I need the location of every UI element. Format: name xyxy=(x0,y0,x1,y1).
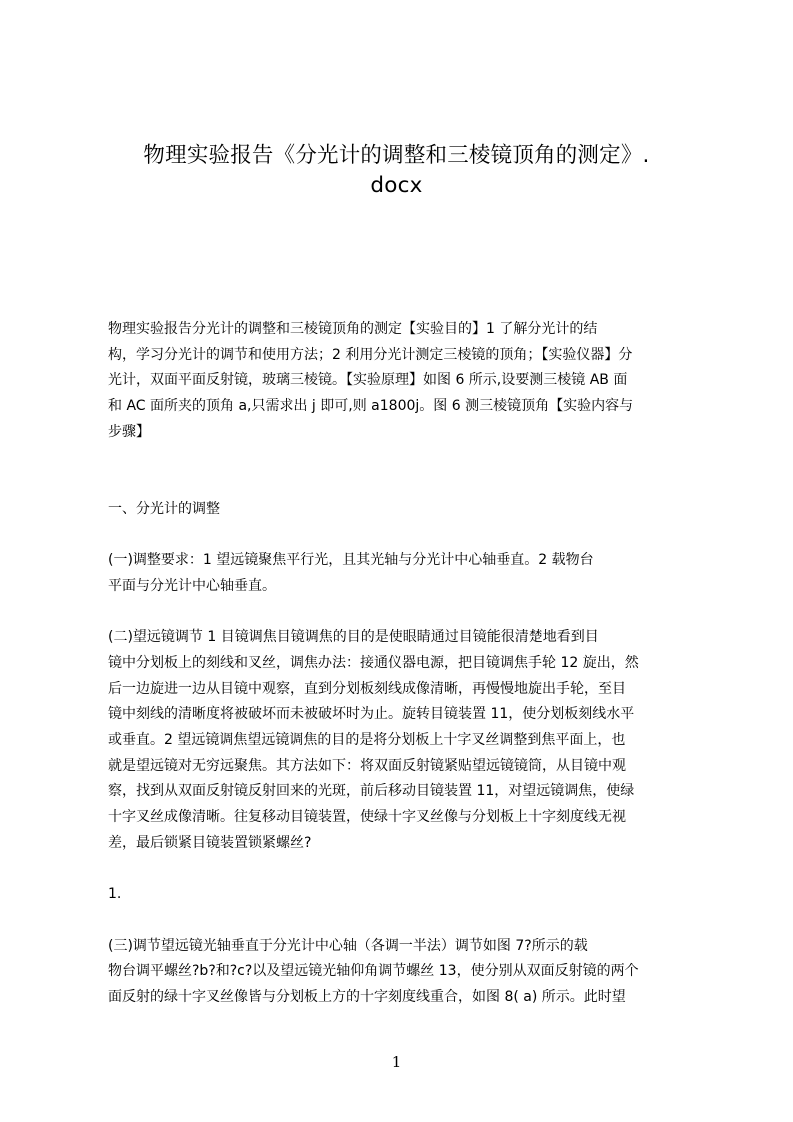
paragraph-spacer xyxy=(108,523,697,549)
paragraph-spacer xyxy=(108,445,697,471)
text-line: (一)调整要求：1 望远镜聚焦平行光，且其光轴与分光计中心轴垂直。2 载物台 xyxy=(108,552,594,569)
section-heading xyxy=(108,497,697,523)
text-line: 物理实验报告分光计的调整和三棱镜顶角的测定【实验目的】1 了解分光计的结 xyxy=(108,321,598,337)
text-line: 构，学习分光计的调节和使用方法；2 利用分光计测定三棱镜的顶角；【实验仪器】分 xyxy=(108,346,633,363)
text-line: 镜中刻线的清晰度将被破坏而未被破坏时为止。旋转目镜装置 11，使分划板刻线水平 xyxy=(108,706,635,723)
document-title xyxy=(60,141,733,201)
text-line: 1. xyxy=(108,886,122,903)
text-line: 物台调平螺丝?b?和?c?以及望远镜光轴仰角调节螺丝 13，使分别从双面反射镜的两个 xyxy=(108,963,639,980)
text-line: 后一边旋进一边从目镜中观察，直到分划板刻线成像清晰，再慢慢地旋出手轮，至目 xyxy=(108,680,626,697)
text-line: 就是望远镜对无穷远聚焦。其方法如下：将双面反射镜紧贴望远镜镜筒，从目镜中观 xyxy=(108,757,626,774)
text-line: 光计，双面平面反射镜，玻璃三棱镜。【实验原理】如图 6 所示,设要测三棱镜 AB 面 xyxy=(108,372,628,389)
page-number: 1 xyxy=(391,1053,402,1071)
document-title-line-2: docx xyxy=(370,173,423,198)
text-line: 差，最后锁紧目镜装置锁紧螺丝? xyxy=(108,834,312,851)
paragraph-requirements xyxy=(108,548,697,599)
text-line: 一、分光计的调整 xyxy=(108,500,220,517)
text-line: 平面与分光计中心轴垂直。 xyxy=(108,577,276,594)
paragraph-intro xyxy=(108,317,697,445)
paragraph-spacer xyxy=(108,471,697,497)
document-title-line-1: 物理实验报告《分光计的调整和三棱镜顶角的测定》. xyxy=(143,143,650,168)
paragraph-spacer xyxy=(108,908,697,934)
text-line: 步骤】 xyxy=(108,423,150,440)
paragraph-spacer xyxy=(108,856,697,882)
text-line: 面反射的绿十字叉丝像皆与分划板上方的十字刻度线重合，如图 8( a) 所示。此时望 xyxy=(108,988,626,1005)
text-line: (二)望远镜调节 1 目镜调焦目镜调焦的目的是使眼睛通过目镜能很清楚地看到目 xyxy=(108,629,599,646)
document-body xyxy=(108,317,697,1011)
paragraph-spacer xyxy=(108,600,697,626)
text-line: 察，找到从双面反射镜反射回来的光斑，前后移动目镜装置 11，对望远镜调焦，使绿 xyxy=(108,783,635,800)
paragraph-list-marker xyxy=(108,882,697,908)
text-line: (三)调节望远镜光轴垂直于分光计中心轴（各调一半法）调节如图 7?所示的载 xyxy=(108,937,588,954)
paragraph-optical-axis xyxy=(108,934,697,1011)
text-line: 十字叉丝成像清晰。往复移动目镜装置，使绿十字叉丝像与分划板上十字刻度线无视 xyxy=(108,809,626,826)
paragraph-telescope-adjustment xyxy=(108,625,697,856)
text-line: 或垂直。2 望远镜调焦望远镜调焦的目的是将分划板上十字叉丝调整到焦平面上，也 xyxy=(108,732,626,748)
text-line: 镜中分划板上的刻线和叉丝，调焦办法：接通仪器电源，把目镜调焦手轮 12 旋出，然 xyxy=(108,654,639,671)
text-line: 和 AC 面所夹的顶角 a,只需求出 j 即可,则 a1800j。图 6 测三棱镜顶角【实验内容与 xyxy=(108,398,634,415)
